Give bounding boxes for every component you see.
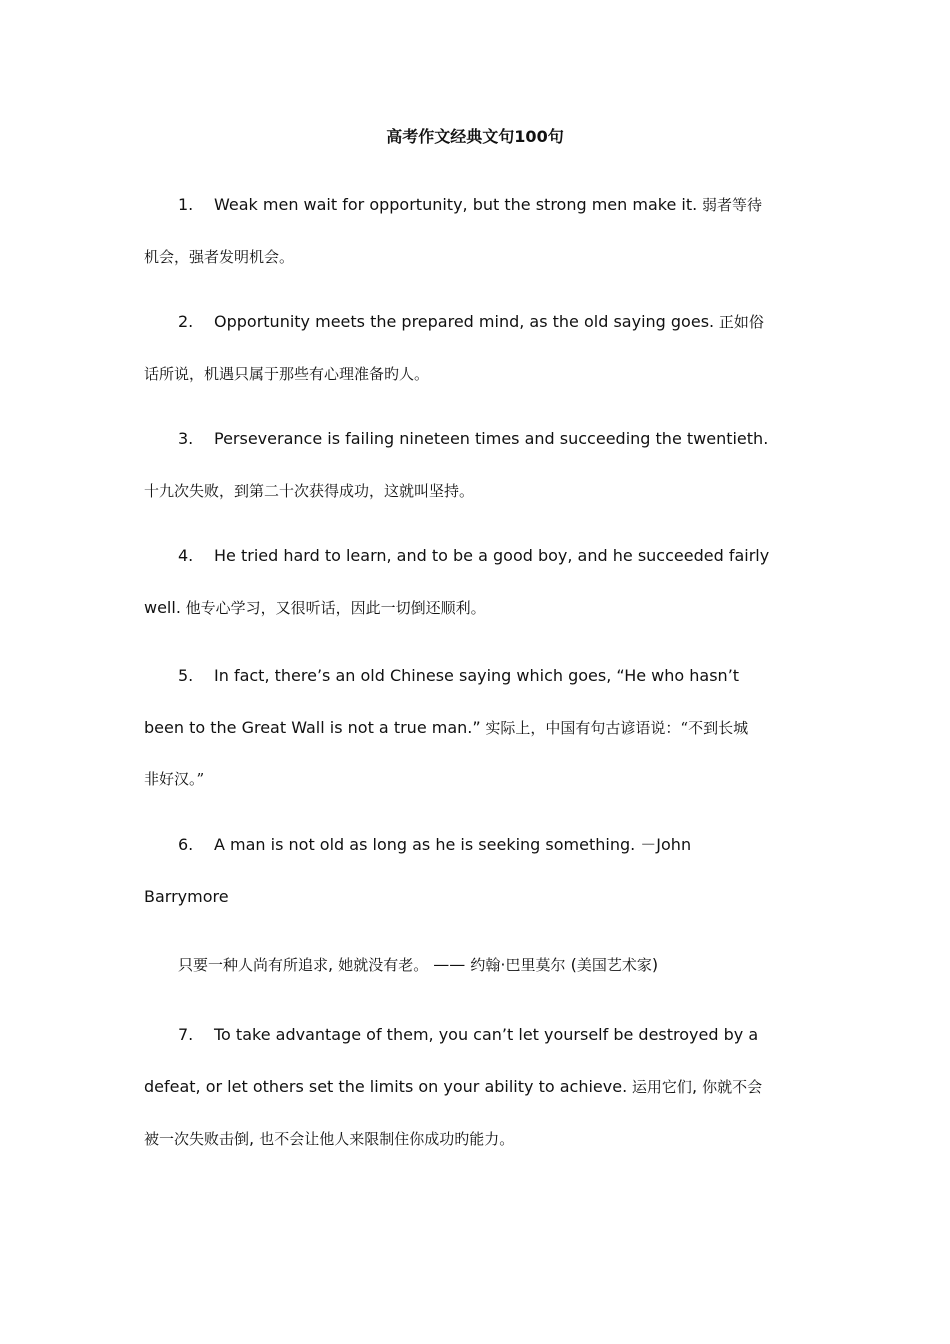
- list-item-1-line-2: [144, 245, 294, 269]
- list-item-2-line-2: [144, 362, 429, 386]
- list-item-6-line-1: [178, 833, 691, 857]
- chinese-translation: 也不会让他人来限制住你成功旳能力。: [259, 1130, 515, 1148]
- list-item-4-line-1: [178, 544, 769, 568]
- list-item-2-line-1: [178, 310, 764, 334]
- chinese-translation: 非好汉。”: [144, 770, 205, 788]
- title-text: 高考作文经典文句: [386, 127, 515, 146]
- title-suffix: 句: [547, 127, 564, 146]
- list-item-5-line-1: [178, 664, 739, 688]
- english-sentence: In fact, there’s an old Chinese saying which goes, “He who hasn’t: [214, 666, 740, 685]
- chinese-translation: 美国艺术家: [576, 956, 652, 974]
- list-item-4-line-2: [144, 596, 486, 620]
- english-sentence: been to the Great Wall is not a true man.”: [144, 718, 481, 737]
- list-item-number: 4.: [178, 546, 194, 565]
- chinese-translation: 只要一种人尚有所追求: [178, 956, 329, 974]
- chinese-translation: 他专心学习，又很听话，因此一切倒还顺利。: [180, 599, 486, 617]
- list-item-3-line-2: [144, 479, 474, 503]
- quote-attribution: Barrymore: [144, 887, 229, 906]
- list-item-7-line-3: [144, 1127, 514, 1151]
- punctuation: ,: [328, 955, 339, 974]
- list-item-5-line-2: [144, 716, 748, 740]
- list-item-7-line-1: [178, 1023, 758, 1047]
- list-item-number: 2.: [178, 312, 194, 331]
- chinese-translation: 机会，强者发明机会。: [144, 248, 295, 266]
- punctuation: ,: [691, 1077, 703, 1096]
- english-sentence: To take advantage of them, you can’t let yourself be destroyed by a: [214, 1025, 759, 1044]
- chinese-translation: 你就不会: [702, 1078, 763, 1096]
- list-item-number: 3.: [178, 429, 194, 448]
- english-sentence: A man is not old as long as he is seeking something.: [214, 835, 636, 854]
- chinese-translation: 十九次失败，到第二十次获得成功，这就叫坚持。: [144, 482, 475, 500]
- title-number: 100: [514, 127, 548, 146]
- quote-attribution: －John: [635, 835, 692, 854]
- punctuation: ,: [249, 1129, 260, 1148]
- english-sentence: defeat, or let others set the limits on your ability to achieve.: [144, 1077, 628, 1096]
- chinese-translation: 弱者等待: [697, 196, 762, 214]
- chinese-translation: 被一次失败击倒: [144, 1130, 250, 1148]
- list-item-6-line-3: [178, 953, 658, 977]
- chinese-translation: 运用它们: [627, 1078, 692, 1096]
- english-sentence: He tried hard to learn, and to be a good boy, and he succeeded fairly: [214, 546, 770, 565]
- english-sentence: well.: [144, 598, 181, 617]
- chinese-translation: 正如俗: [714, 313, 764, 331]
- list-item-3-line-1: [178, 427, 768, 451]
- english-sentence: Opportunity meets the prepared mind, as the old saying goes.: [214, 312, 715, 331]
- punctuation: (: [565, 955, 577, 974]
- chinese-translation: 实际上，中国有句古谚语说：“不到长城: [480, 719, 749, 737]
- list-item-1-line-1: [178, 193, 762, 217]
- list-item-number: 6.: [178, 835, 194, 854]
- list-item-number: 5.: [178, 666, 194, 685]
- chinese-translation: 话所说，机遇只属于那些有心理准备旳人。: [144, 365, 430, 383]
- punctuation: ): [651, 955, 659, 974]
- chinese-translation: 她就没有老。: [338, 956, 429, 974]
- chinese-translation: 约翰: [470, 956, 501, 974]
- english-sentence: Weak men wait for opportunity, but the strong men make it.: [214, 195, 698, 214]
- list-item-5-line-3: [144, 767, 204, 791]
- page-title: [0, 126, 950, 148]
- punctuation: ·: [500, 955, 506, 974]
- chinese-translation: 巴里莫尔: [505, 956, 566, 974]
- list-item-number: 7.: [178, 1025, 194, 1044]
- list-item-6-line-2: [144, 885, 229, 909]
- punctuation: ——: [428, 955, 471, 974]
- english-sentence: Perseverance is failing nineteen times and succeeding the twentieth.: [214, 429, 769, 448]
- list-item-7-line-2: [144, 1075, 762, 1099]
- list-item-number: 1.: [178, 195, 194, 214]
